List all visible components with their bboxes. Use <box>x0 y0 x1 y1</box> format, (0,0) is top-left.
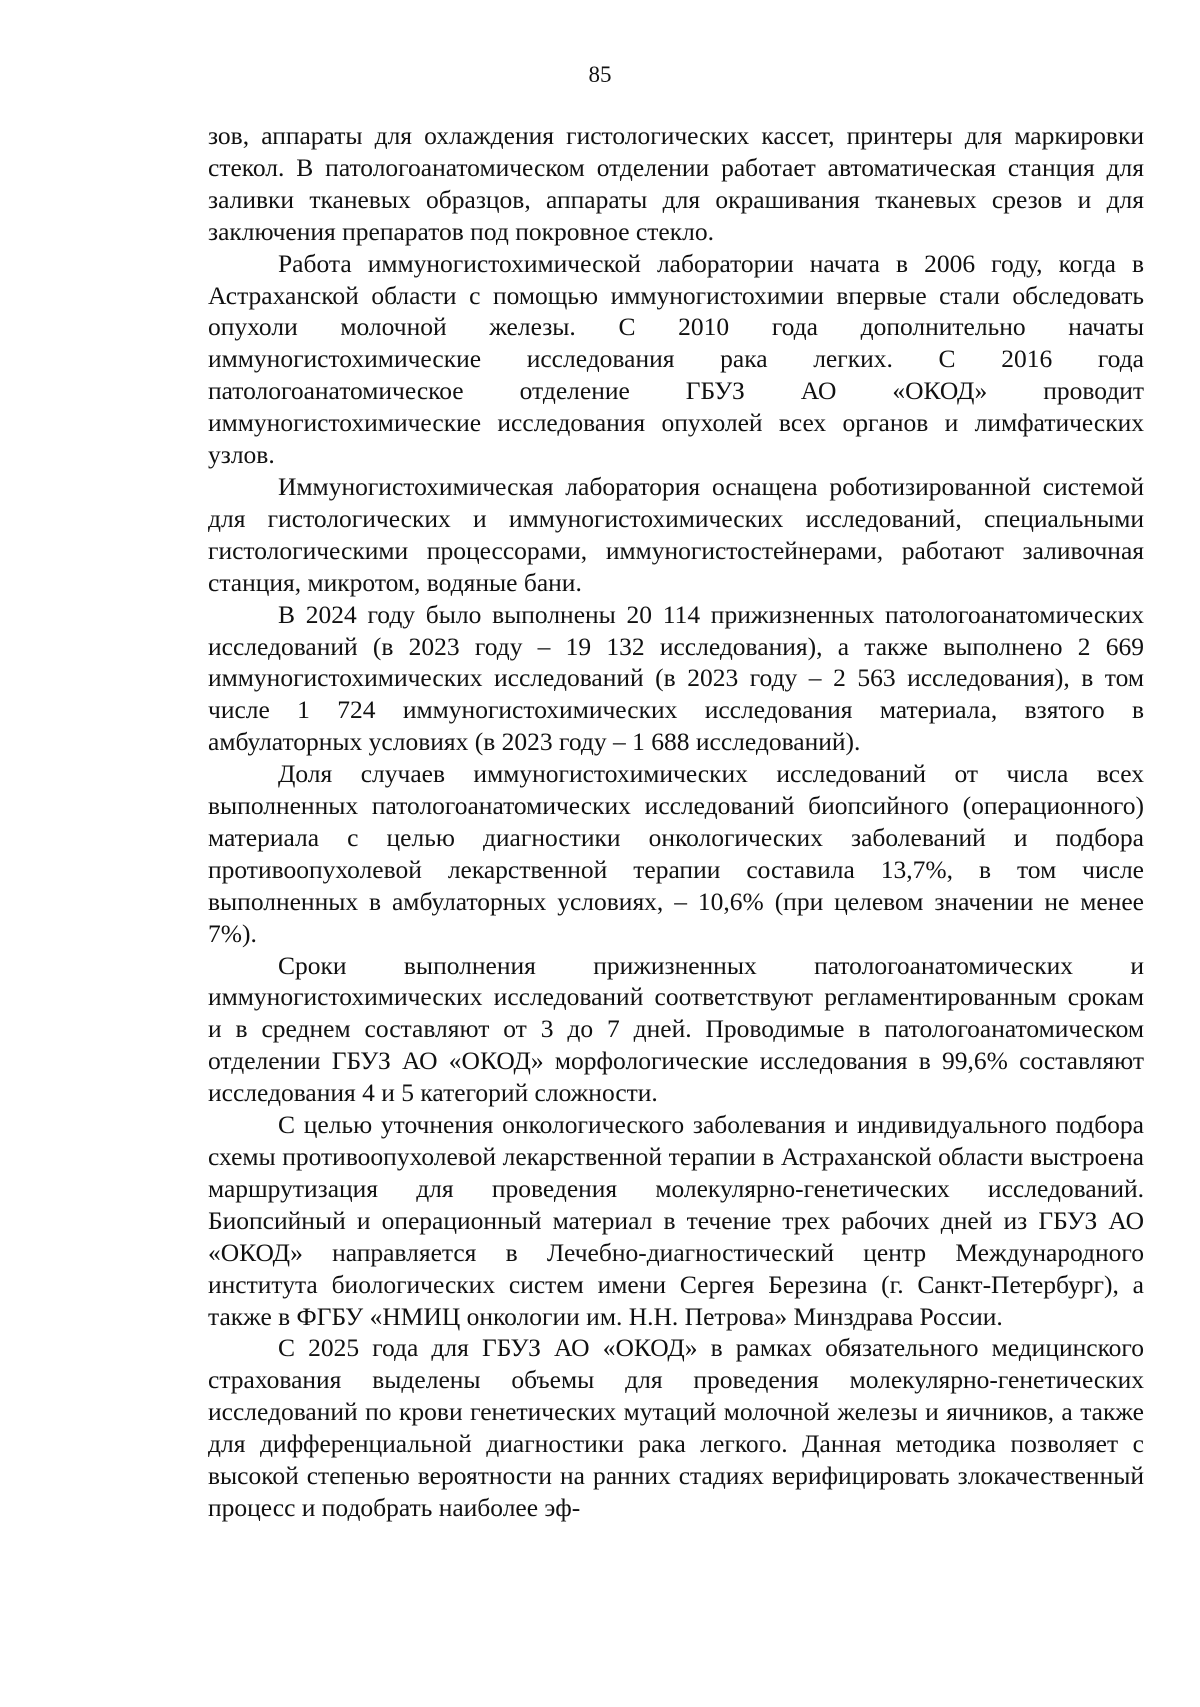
paragraph-timelines: Сроки выполнения прижизненных патологоанатомических и иммуногистохимических исследований соответствуют регламентированным срокам и в среднем составляют от 3 до 7 дней. Проводимые в патологоанатомическом отделении ГБУЗ АО «ОКОД» морфологические исследования в 99,6% составляют исследования 4 и 5 категорий сложности. <box>208 950 1144 1108</box>
paragraph-ihc-lab-history: Работа иммуногистохимической лаборатории начата в 2006 году, когда в Астраханской области с помощью иммуногистохимии впервые стали обследовать опухоли молочной железы. С 2010 года дополнительно начаты иммуногистохимические исследования рака легких. С 2016 года патологоанатомическое отделение ГБУЗ АО «ОКОД» проводит иммуногистохимические исследования опухолей всех органов и лимфатических узлов. <box>208 248 1144 470</box>
paragraph-2025-oms: С 2025 года для ГБУЗ АО «ОКОД» в рамках обязательного медицинского страхования выделены объемы для проведения молекулярно-генетических исследований по крови генетических мутаций молочной железы и яичников, а также для дифференциальной диагностики рака легкого. Данная методика позволяет с высокой степенью вероятности на ранних стадиях верифицировать злокачественный процесс и подобрать наиболее эф- <box>208 1333 1144 1522</box>
paragraph-2024-statistics: В 2024 году было выполнены 20 114 прижизненных патологоанатомических исследований (в 2023 году – 19 132 исследования), а также выполнено 2 669 иммуногистохимических исследований (в 2023 году – 2 563 исследования), в том числе 1 724 иммуногистохимических исследования материала, взятого в амбулаторных условиях (в 2023 году – 1 688 исследований). <box>208 599 1144 757</box>
page-number: 85 <box>588 62 612 87</box>
paragraph-molecular-routing: С целью уточнения онкологического заболевания и индивидуального подбора схемы противоопухолевой лекарственной терапии в Астраханской области выстроена маршрутизация для проведения молекулярно-генетических исследований. Биопсийный и операционный материал в течение трех рабочих дней из ГБУЗ АО «ОКОД» направляется в Лечебно-диагностический центр Международного института биологических систем имени Сергея Березина (г. Санкт-Петербург), а также в ФГБУ «НМИЦ онкологии им. Н.Н. Петрова» Минздрава России. <box>208 1110 1144 1331</box>
paragraph-ihc-share: Доля случаев иммуногистохимических исследований от числа всех выполненных патологоанатомических исследований биопсийного (операционного) материала с целью диагностики онкологических заболеваний и подбора противоопухолевой лекарственной терапии составила 13,7%, в том числе выполненных в амбулаторных условиях, – 10,6% (при целевом значении не менее 7%). <box>208 759 1144 948</box>
paragraph-continuation: зов, аппараты для охлаждения гистологических кассет, принтеры для маркировки стекол. В патологоанатомическом отделении работает автоматическая станция для заливки тканевых образцов, аппараты для окрашивания тканевых срезов и для заключения препаратов под покровное стекло. <box>208 121 1144 246</box>
paragraph-ihc-lab-equipment: Иммуногистохимическая лаборатория оснащена роботизированной системой для гистологических и иммуногистохимических исследований, специальными гистологическими процессорами, иммуногистостейнерами, работают заливочная станция, микротом, водяные бани. <box>208 471 1144 597</box>
body-text <box>208 120 1144 1524</box>
